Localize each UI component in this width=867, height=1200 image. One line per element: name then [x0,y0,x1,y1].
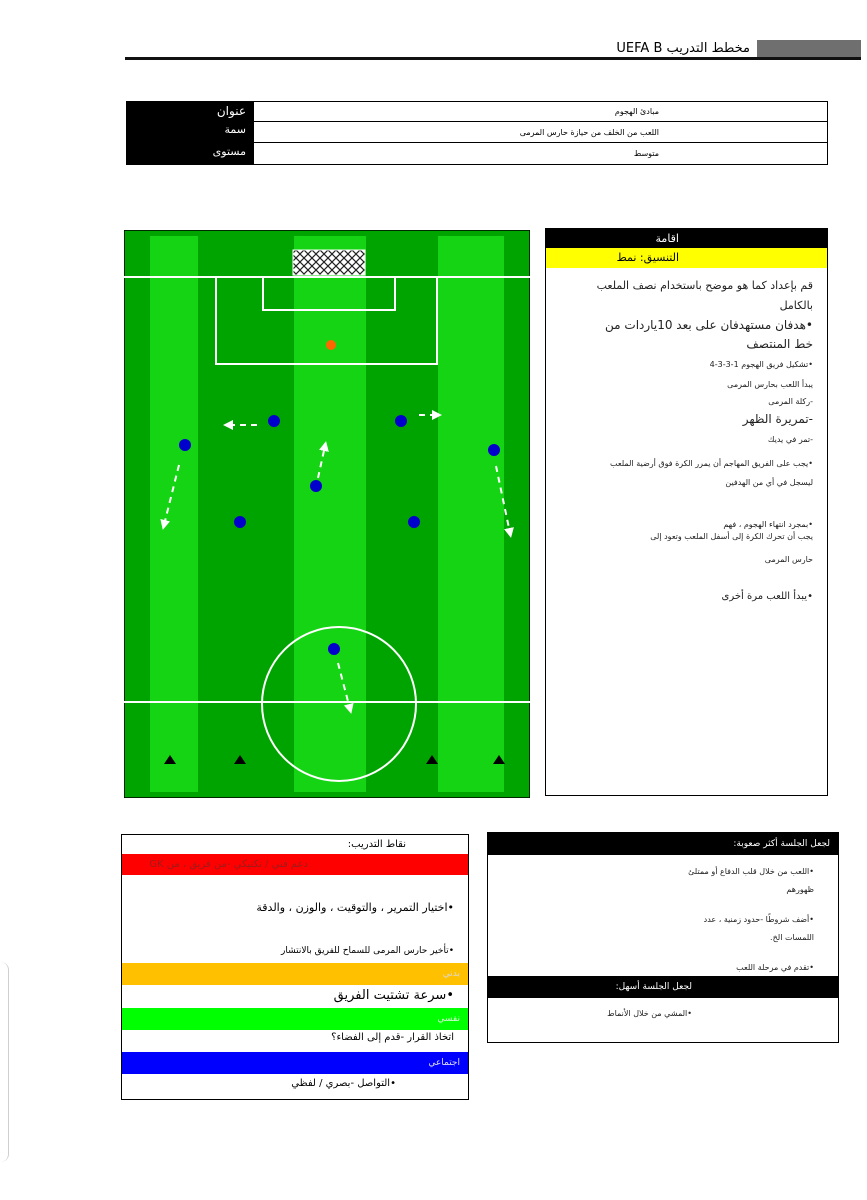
setup-heading: اقامة [546,229,827,248]
label-feature: سمة [224,123,246,136]
player-marker [234,516,246,528]
harder-point: اللمسات الخ. [770,933,814,942]
setup-line: -ركلة المرمى [768,397,813,406]
social-bar: اجتماعي [122,1052,468,1074]
value-feature: اللعب من الخلف من حيازة حارس المرمى [254,123,827,143]
header-accent-bar [757,40,861,57]
player-marker [268,415,280,427]
technical-bar: دعم فني / تكتيكي -من فريق ، من GK [122,854,468,875]
header-rule [125,57,861,60]
easier-point: •المشي من خلال الأنماط [607,1009,692,1018]
player-marker [179,439,191,451]
pitch-diagram [124,230,530,798]
player-marker [395,415,407,427]
harder-point: •تقدم في مرحلة اللعب [736,963,814,972]
coaching-point: اتخاذ القرار -قدم إلى الفضاء؟ [331,1032,454,1043]
player-marker [488,444,500,456]
goalkeeper-marker [326,340,336,350]
setup-line: ليسجل في أي من الهدفين [725,478,813,487]
setup-line: -تمر في يديك [767,435,813,444]
coaching-point: •تأخير حارس المرمى للسماح للفريق بالانتشار [281,946,454,956]
coaching-point: •اختيار التمرير ، والتوقيت ، والوزن ، والدقة [256,901,454,914]
harder-point: ظهورهم [786,885,814,894]
coaching-point: •سرعة تشتيت الفريق [333,988,454,1003]
physical-bar: بدني [122,963,468,985]
setup-line: خط المنتصف [746,337,813,351]
player-marker [328,643,340,655]
pitch-stripe [150,236,198,792]
setup-line: •تشكيل فريق الهجوم 1-3-3-4 [709,360,813,369]
pattern-label: التنسيق: نمط [546,248,827,268]
coaching-point: •التواصل -بصري / لفظي [291,1078,396,1089]
player-marker [310,480,322,492]
pitch-stripe [438,236,504,792]
coaching-heading: نقاط التدريب: [347,839,406,850]
page-edge [0,962,9,1162]
info-labels-column [127,102,254,164]
harder-point: •اللعب من خلال قلب الدفاع أو ممتلئ [688,867,814,876]
session-info-table [126,101,828,165]
value-level: متوسط [633,149,659,158]
setup-line: حارس المرمى [764,555,813,564]
progression-panel [487,832,839,1043]
setup-line: •هدفان مستهدفان على بعد 10ياردات من [605,318,813,332]
setup-line: يجب أن تحرك الكرة إلى أسفل الملعب وتعود إلى [650,532,813,541]
label-title: عنوان [216,104,246,118]
player-marker [408,516,420,528]
setup-line: -تمريرة الظهر [742,412,813,426]
coaching-points-panel [121,834,469,1100]
psych-bar: نفسي [122,1008,468,1030]
setup-line: •بمجرد انتهاء الهجوم ، فهم [723,520,813,529]
easier-heading: لجعل الجلسة أسهل: [488,976,838,998]
setup-line: بالكامل [779,299,813,312]
harder-point: •أضف شروطًا -حدود زمنية ، عدد [703,915,814,924]
goal-net [293,250,365,275]
setup-line: قم بإعداد كما هو موضح باستخدام نصف الملعب [596,279,813,292]
setup-line: •يجب على الفريق المهاجم أن يمرر الكرة فوق أرضية الملعب [610,459,813,468]
pitch-stripe [294,236,366,792]
harder-heading: لجعل الجلسة أكثر صعوبة: [488,833,838,855]
value-title: مبادئ الهجوم [254,102,827,122]
page-title: مخطط التدريب UEFA B [616,41,750,56]
setup-line: يبدأ اللعب بحارس المرمى [727,380,813,389]
setup-line: •يبدأ اللعب مرة أخرى [721,591,813,602]
setup-panel [545,228,828,796]
label-level: مستوى [212,145,246,158]
